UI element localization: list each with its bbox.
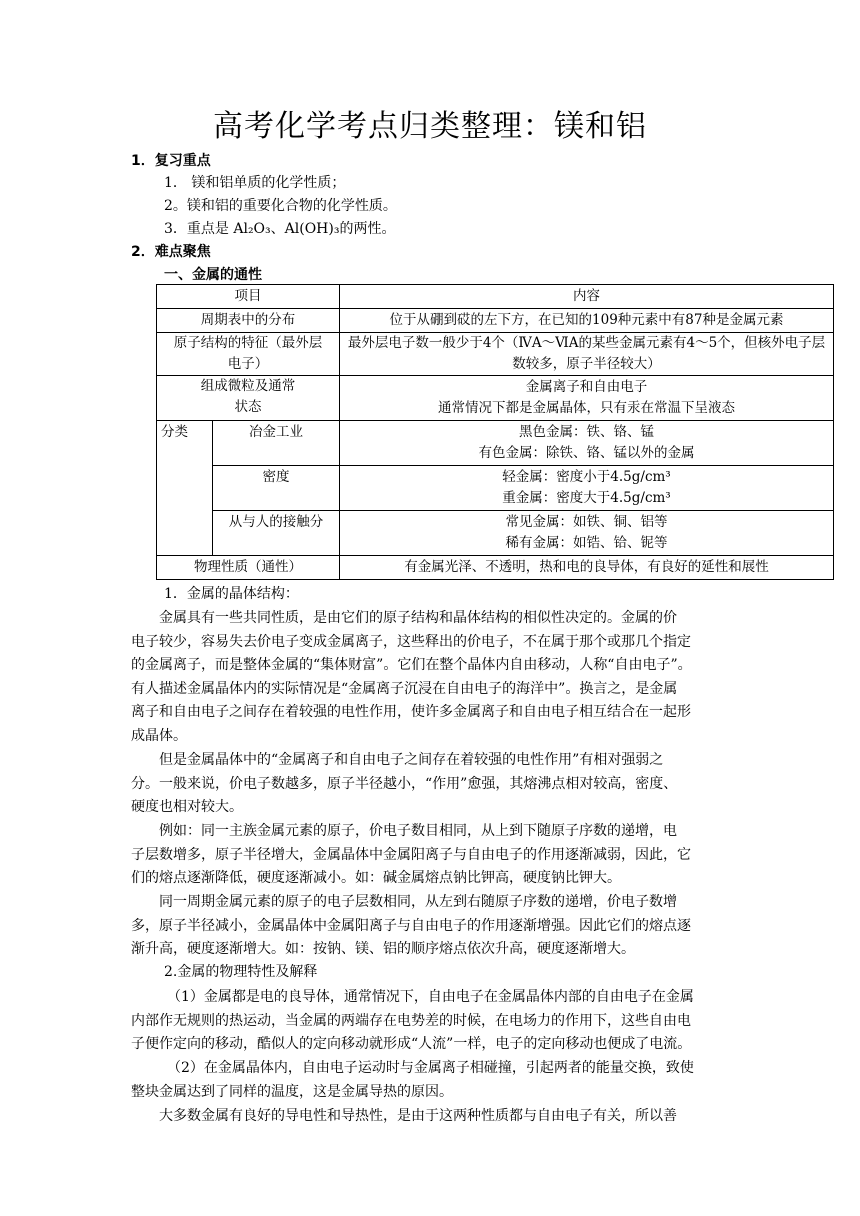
text-line: 硬度也相对较大。 — [131, 799, 243, 816]
physical-properties-heading: 2.金属的物理特性及解释 — [164, 964, 318, 980]
row-content — [340, 376, 834, 421]
content-line: 常见金属：如铁、铜、铝等 — [505, 514, 668, 530]
table-row — [157, 466, 834, 511]
text-line: 的金属离子，而是整体金属的“集体财富”。它们在整个晶体内自由移动，人称“自由电子”。 — [131, 657, 692, 674]
table-row — [157, 556, 834, 580]
text-line: 内部作无规则的热运动，当金属的两端存在电势差的时候，在电场力的作用下，这些自由电 — [131, 1012, 691, 1029]
section-heading-difficulty: 2．难点聚焦 — [131, 244, 211, 260]
row-label: 密度 — [213, 466, 340, 511]
text-line: 离子和自由电子之间存在着较强的电性作用，使许多金属离子和自由电子相互结合在一起形 — [131, 704, 691, 721]
table-header-row — [157, 285, 834, 309]
row-content: 最外层电子数一般少于4个（ⅣA～ⅥA的某些金属元素有4～5个，但核外电子层数较多，原子半径较大） — [340, 333, 834, 376]
row-label: 物理性质（通性） — [157, 556, 340, 580]
content-line: 稀有金属：如锆、铪、铌等 — [505, 535, 668, 551]
page-title: 高考化学考点归类整理：镁和铝 — [213, 109, 647, 144]
content-line: 有色金属：除铁、铬、锰以外的金属 — [478, 445, 695, 461]
content-line: 金属离子和自由电子 — [525, 379, 648, 395]
row-content — [340, 511, 834, 556]
paragraph — [131, 986, 743, 1057]
table-row — [157, 333, 834, 376]
paragraph — [131, 1057, 743, 1104]
crystal-structure-heading: 1．金属的晶体结构： — [164, 586, 299, 602]
review-item-3: 3．重点是 Al₂O₃、Al(OH)₃的两性。 — [164, 221, 396, 237]
text-line: 们的熔点逐渐降低，硬度逐渐减小。如：碱金属熔点钠比钾高，硬度钠比钾大。 — [131, 870, 621, 887]
header-cell-item: 项目 — [157, 285, 340, 309]
paragraph — [131, 820, 743, 891]
text-line: 整块金属达到了同样的温度，这是金属导热的原因。 — [131, 1083, 453, 1100]
row-label: 冶金工业 — [213, 421, 340, 466]
text-line: 子便作定向的移动，酷似人的定向移动就形成“人流”一样，电子的定向移动也便成了电流。 — [131, 1036, 692, 1053]
text-line: 成晶体。 — [131, 727, 187, 744]
table-row — [157, 511, 834, 556]
row-content: 位于从硼到砹的左下方，在已知的109种元素中有87种是金属元素 — [340, 309, 834, 333]
row-label: 组成微粒及通常状态 — [157, 376, 340, 421]
text-line: 金属具有一些共同性质，是由它们的原子结构和晶体结构的相似性决定的。金属的价 — [159, 610, 677, 626]
paragraph — [131, 1105, 743, 1129]
text-line: 多，原子半径减小，金属晶体中金属阳离子与自由电子的作用逐渐增强。因此它们的熔点逐 — [131, 917, 691, 934]
table-row — [157, 309, 834, 333]
paragraph — [131, 607, 743, 749]
text-line: 但是金属晶体中的“金属离子和自由电子之间存在着较强的电性作用”有相对强弱之 — [159, 752, 664, 768]
content-line: 轻金属：密度小于4.5g/cm³ — [502, 469, 671, 485]
text-line: （2）在金属晶体内，自由电子运动时与金属离子相碰撞，引起两者的能量交换，致使 — [167, 1060, 694, 1076]
row-content: 有金属光泽、不透明，热和电的良导体，有良好的延性和展性 — [340, 556, 834, 580]
table-row — [157, 376, 834, 421]
row-label: 原子结构的特征（最外层电子） — [157, 333, 340, 376]
metal-properties-table — [156, 284, 834, 580]
text-line: 大多数金属有良好的导电性和导热性，是由于这两种性质都与自由电子有关，所以善 — [159, 1108, 677, 1124]
text-line: 渐升高，硬度逐渐增大。如：按钠、镁、铝的顺序熔点依次升高，硬度逐渐增大。 — [131, 941, 635, 958]
header-cell-content: 内容 — [340, 285, 834, 309]
row-label: 从与人的接触分 — [213, 511, 340, 556]
text-line: 例如：同一主族金属元素的原子，价电子数目相同，从上到下随原子序数的递增，电 — [159, 823, 677, 839]
sub-heading-metal-properties: 一、金属的通性 — [164, 267, 262, 283]
paragraph — [131, 749, 743, 820]
text-line: （1）金属都是电的良导体，通常情况下，自由电子在金属晶体内部的自由电子在金属 — [167, 989, 694, 1005]
text-line: 分。一般来说，价电子数越多，原子半径越小，“作用”愈强，其熔沸点相对较高，密度、 — [131, 775, 678, 792]
row-content — [340, 466, 834, 511]
content-line: 重金属：密度大于4.5g/cm³ — [502, 490, 671, 506]
table-row — [157, 421, 834, 466]
row-content — [340, 421, 834, 466]
review-item-2: 2。镁和铝的重要化合物的化学性质。 — [164, 198, 397, 214]
paragraph — [131, 891, 743, 962]
row-label: 周期表中的分布 — [157, 309, 340, 333]
review-item-1: 1． 镁和铝单质的化学性质； — [164, 175, 346, 191]
section-heading-review: 1．复习重点 — [131, 153, 211, 169]
text-line: 电子较少，容易失去价电子变成金属离子，这些释出的价电子，不在属于那个或那几个指定 — [131, 633, 691, 650]
content-line: 黑色金属：铁、铬、锰 — [519, 424, 654, 440]
text-line: 子层数增多，原子半径增大，金属晶体中金属阳离子与自由电子的作用逐渐减弱，因此，它 — [131, 846, 691, 863]
text-line: 有人描述金属晶体内的实际情况是“金属离子沉浸在自由电子的海洋中”。换言之，是金属 — [131, 680, 678, 697]
content-line: 通常情况下都是金属晶体，只有汞在常温下呈液态 — [438, 400, 735, 416]
classification-label: 分类 — [157, 421, 213, 556]
text-line: 同一周期金属元素的原子的电子层数相同，从左到右随原子序数的递增，价电子数增 — [159, 894, 677, 910]
